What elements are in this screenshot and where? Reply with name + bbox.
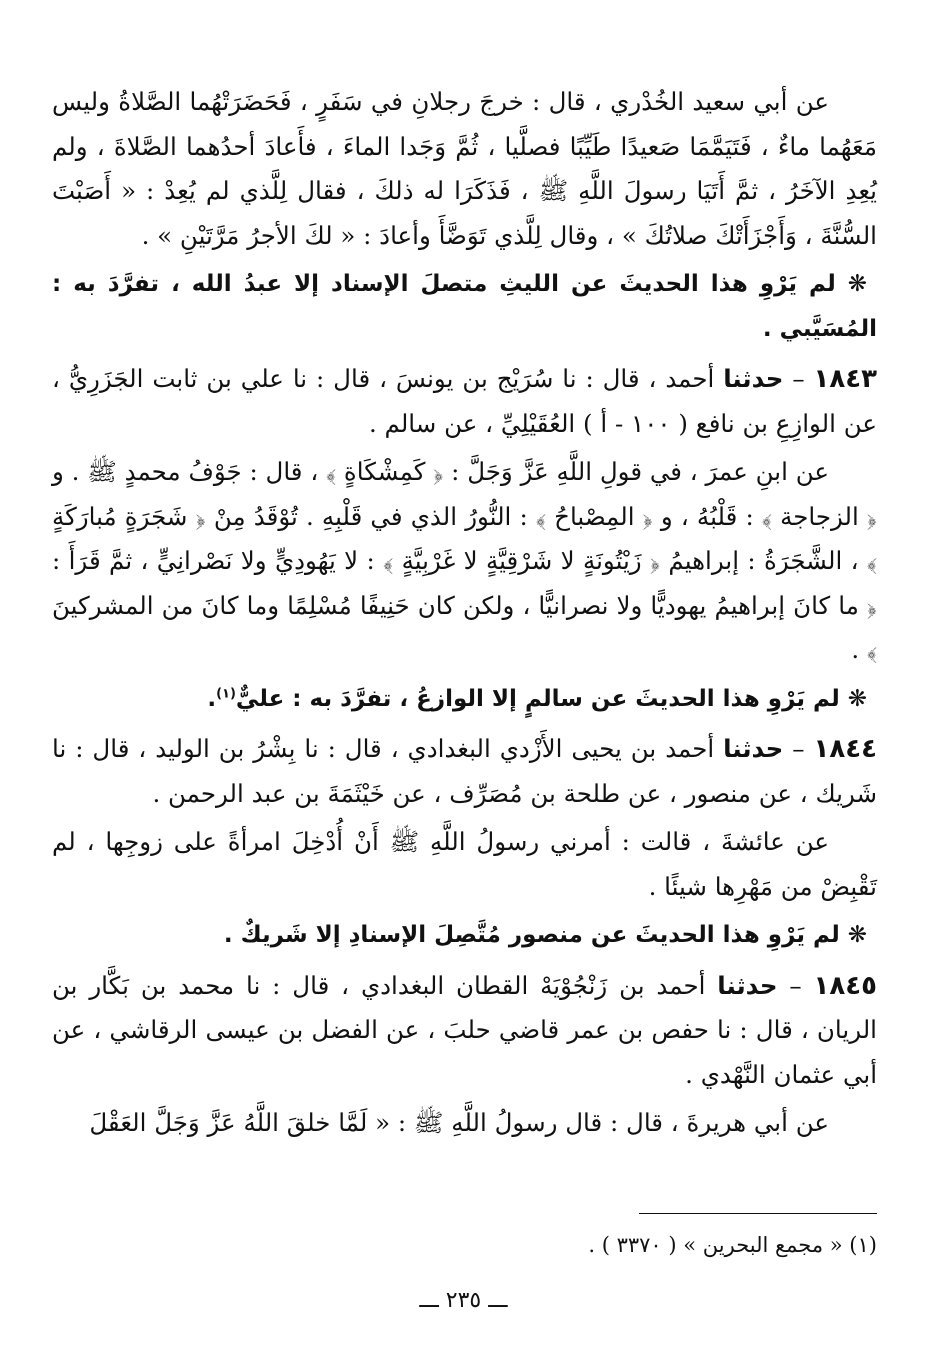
- page-number: ـــ ٢٣٥ ـــ: [419, 1288, 508, 1313]
- isnad-paragraph-1843: ١٨٤٣ – حدثنا أحمد ، قال : نا سُرَيْج بن يونسَ ، قال : نا علي بن ثابت الجَزَرِيُّ ، عن الوازِعِ بن نافع ( ١٠٠ - أ ) العُقَيْلِيِّ ، عن سالم .: [52, 364, 877, 438]
- hadith-paragraph: عن أبي هريرةَ ، قال : قال رسولُ اللَّهِ ﷺ : « لَمَّا خلقَ اللَّهُ عَزَّ وَجَلَّ العَقْلَ: [89, 1108, 829, 1137]
- commentary-note: [52, 677, 877, 722]
- narration-keyword: حدثنا: [723, 734, 784, 763]
- hadith-number: ١٨٤٥: [813, 970, 877, 1001]
- note-text: ❋ لم يَرْوِ هذا الحديثَ عن سالمٍ إلا الوازعُ ، تفرَّدَ به : عليٌّ: [235, 685, 867, 712]
- footnote-reference[interactable]: (١): [216, 685, 236, 701]
- isnad-text: أحمد بن زَنْجُوْيَهْ القطان البغدادي ، قال : نا محمد بن بَكَّار بن الريان ، قال : نا حفص بن عمر قاضي حلبَ ، عن الفضل بن عيسى الرقاشي ، عن أبي عثمان النَّهْدي .: [52, 970, 877, 1089]
- isnad-paragraph-1844: ١٨٤٤ – حدثنا أحمد بن يحيى الأَزْدي البغدادي ، قال : نا بِشْرُ بن الوليد ، قال : نا شَريك ، عن منصور ، عن طلحة بن مُصَرِّف ، عن خَيْثَمَةَ بن عبد الرحمن .: [52, 734, 877, 808]
- narration-keyword: حدثنا: [723, 364, 784, 393]
- hadith-paragraph: عن ابنِ عمرَ ، في قولِ اللَّهِ عَزَّ وَجَلَّ : ﴿ كَمِشْكَاةٍ ﴾ ، قال : جَوْفُ محمدٍ ﷺ . و ﴿ الزجاجة ﴾ : قَلْبُهُ ، و ﴿ المِصْباحُ ﴾ : النُّورُ الذي في قَلْبِهِ . تُوْقَدُ مِنْ ﴿ شَجَرَةٍ مُبارَكَةٍ ﴾ ، الشَّجَرَةُ : إبراهيمُ ﴿ زَيْتُونَةٍ لا شَرْقِيَّةٍ لا غَرْبِيَّةٍ ﴾ : لا يَهُودِيٍّ ولا نَصْرانِيٍّ ، ثمَّ قَرَأَ : ﴿ ما كانَ إبراهيمُ يهوديًّا ولا نصرانيًّا ، ولكن كان حَنِيفًا مُسْلِمًا وما كانَ من المشركينَ ﴾ .: [52, 457, 877, 664]
- isnad-paragraph-1845: ١٨٤٥ – حدثنا أحمد بن زَنْجُوْيَهْ القطان البغدادي ، قال : نا محمد بن بَكَّار بن الريان ، قال : نا حفص بن عمر قاضي حلبَ ، عن الفضل بن عيسى الرقاشي ، عن أبي عثمان النَّهْدي .: [52, 970, 877, 1089]
- isnad-text: أحمد ، قال : نا سُرَيْج بن يونسَ ، قال : نا علي بن ثابت الجَزَرِيُّ ، عن الوازِعِ بن نافع ( ١٠٠ - أ ) العُقَيْلِيِّ ، عن سالم .: [52, 364, 877, 438]
- hadith-paragraph: عن عائشةَ ، قالت : أمرني رسولُ اللَّهِ ﷺ أَنْ أُدْخِلَ امرأةً على زوجِها ، لم تَقْبِضْ من مَهْرِها شيئًا .: [52, 827, 877, 901]
- footnote: (١) « مجمع البحرين » ( ٣٣٧٠ ) .: [588, 1233, 877, 1257]
- main-text: [52, 80, 877, 1146]
- commentary-note: ❋ لم يَرْوِ هذا الحديثَ عن الليثِ متصلَ الإسناد إلا عبدُ الله ، تفرَّدَ به : المُسَيَّبي .: [52, 271, 877, 342]
- note-end: .: [207, 685, 217, 712]
- narration-keyword: حدثنا: [717, 970, 778, 1000]
- isnad-text: أحمد بن يحيى الأَزْدي البغدادي ، قال : نا بِشْرُ بن الوليد ، قال : نا شَريك ، عن منصور ، عن طلحة بن مُصَرِّف ، عن خَيْثَمَةَ بن عبد الرحمن .: [52, 734, 877, 808]
- hadith-paragraph: عن أبي سعيد الخُدْري ، قال : خرجَ رجلانِ في سَفَرٍ ، فَحَضَرَتْهُما الصَّلاةُ وليس مَعَهُما ماءٌ ، فَتَيَمَّمَا صَعيدًا طَيِّبًا فصلَّيا ، ثُمَّ وَجَدا الماءَ ، فأَعادَ أحدُهما الصَّلاةَ ، ولم يُعِدِ الآخَرُ ، ثمَّ أَتَيَا رسولَ اللَّهِ ﷺ ، فَذَكَرَا له ذلكَ ، فقال لِلَّذي لم يُعِدْ : « أَصَبْتَ السُّنَّةَ ، وَأَجْزَأَتْكَ صلاتُكَ » ، وقال لِلَّذي تَوَضَّأَ وأعادَ : « لكَ الأجرُ مَرَّتَيْنِ » .: [52, 87, 877, 250]
- commentary-note: ❋ لم يَرْوِ هذا الحديثَ عن منصور مُتَّصِلَ الإسنادِ إلا شَريكٌ .: [223, 922, 867, 948]
- hadith-number: ١٨٤٣: [813, 364, 877, 394]
- footnote-divider: [639, 1213, 877, 1214]
- hadith-number: ١٨٤٤: [813, 734, 877, 764]
